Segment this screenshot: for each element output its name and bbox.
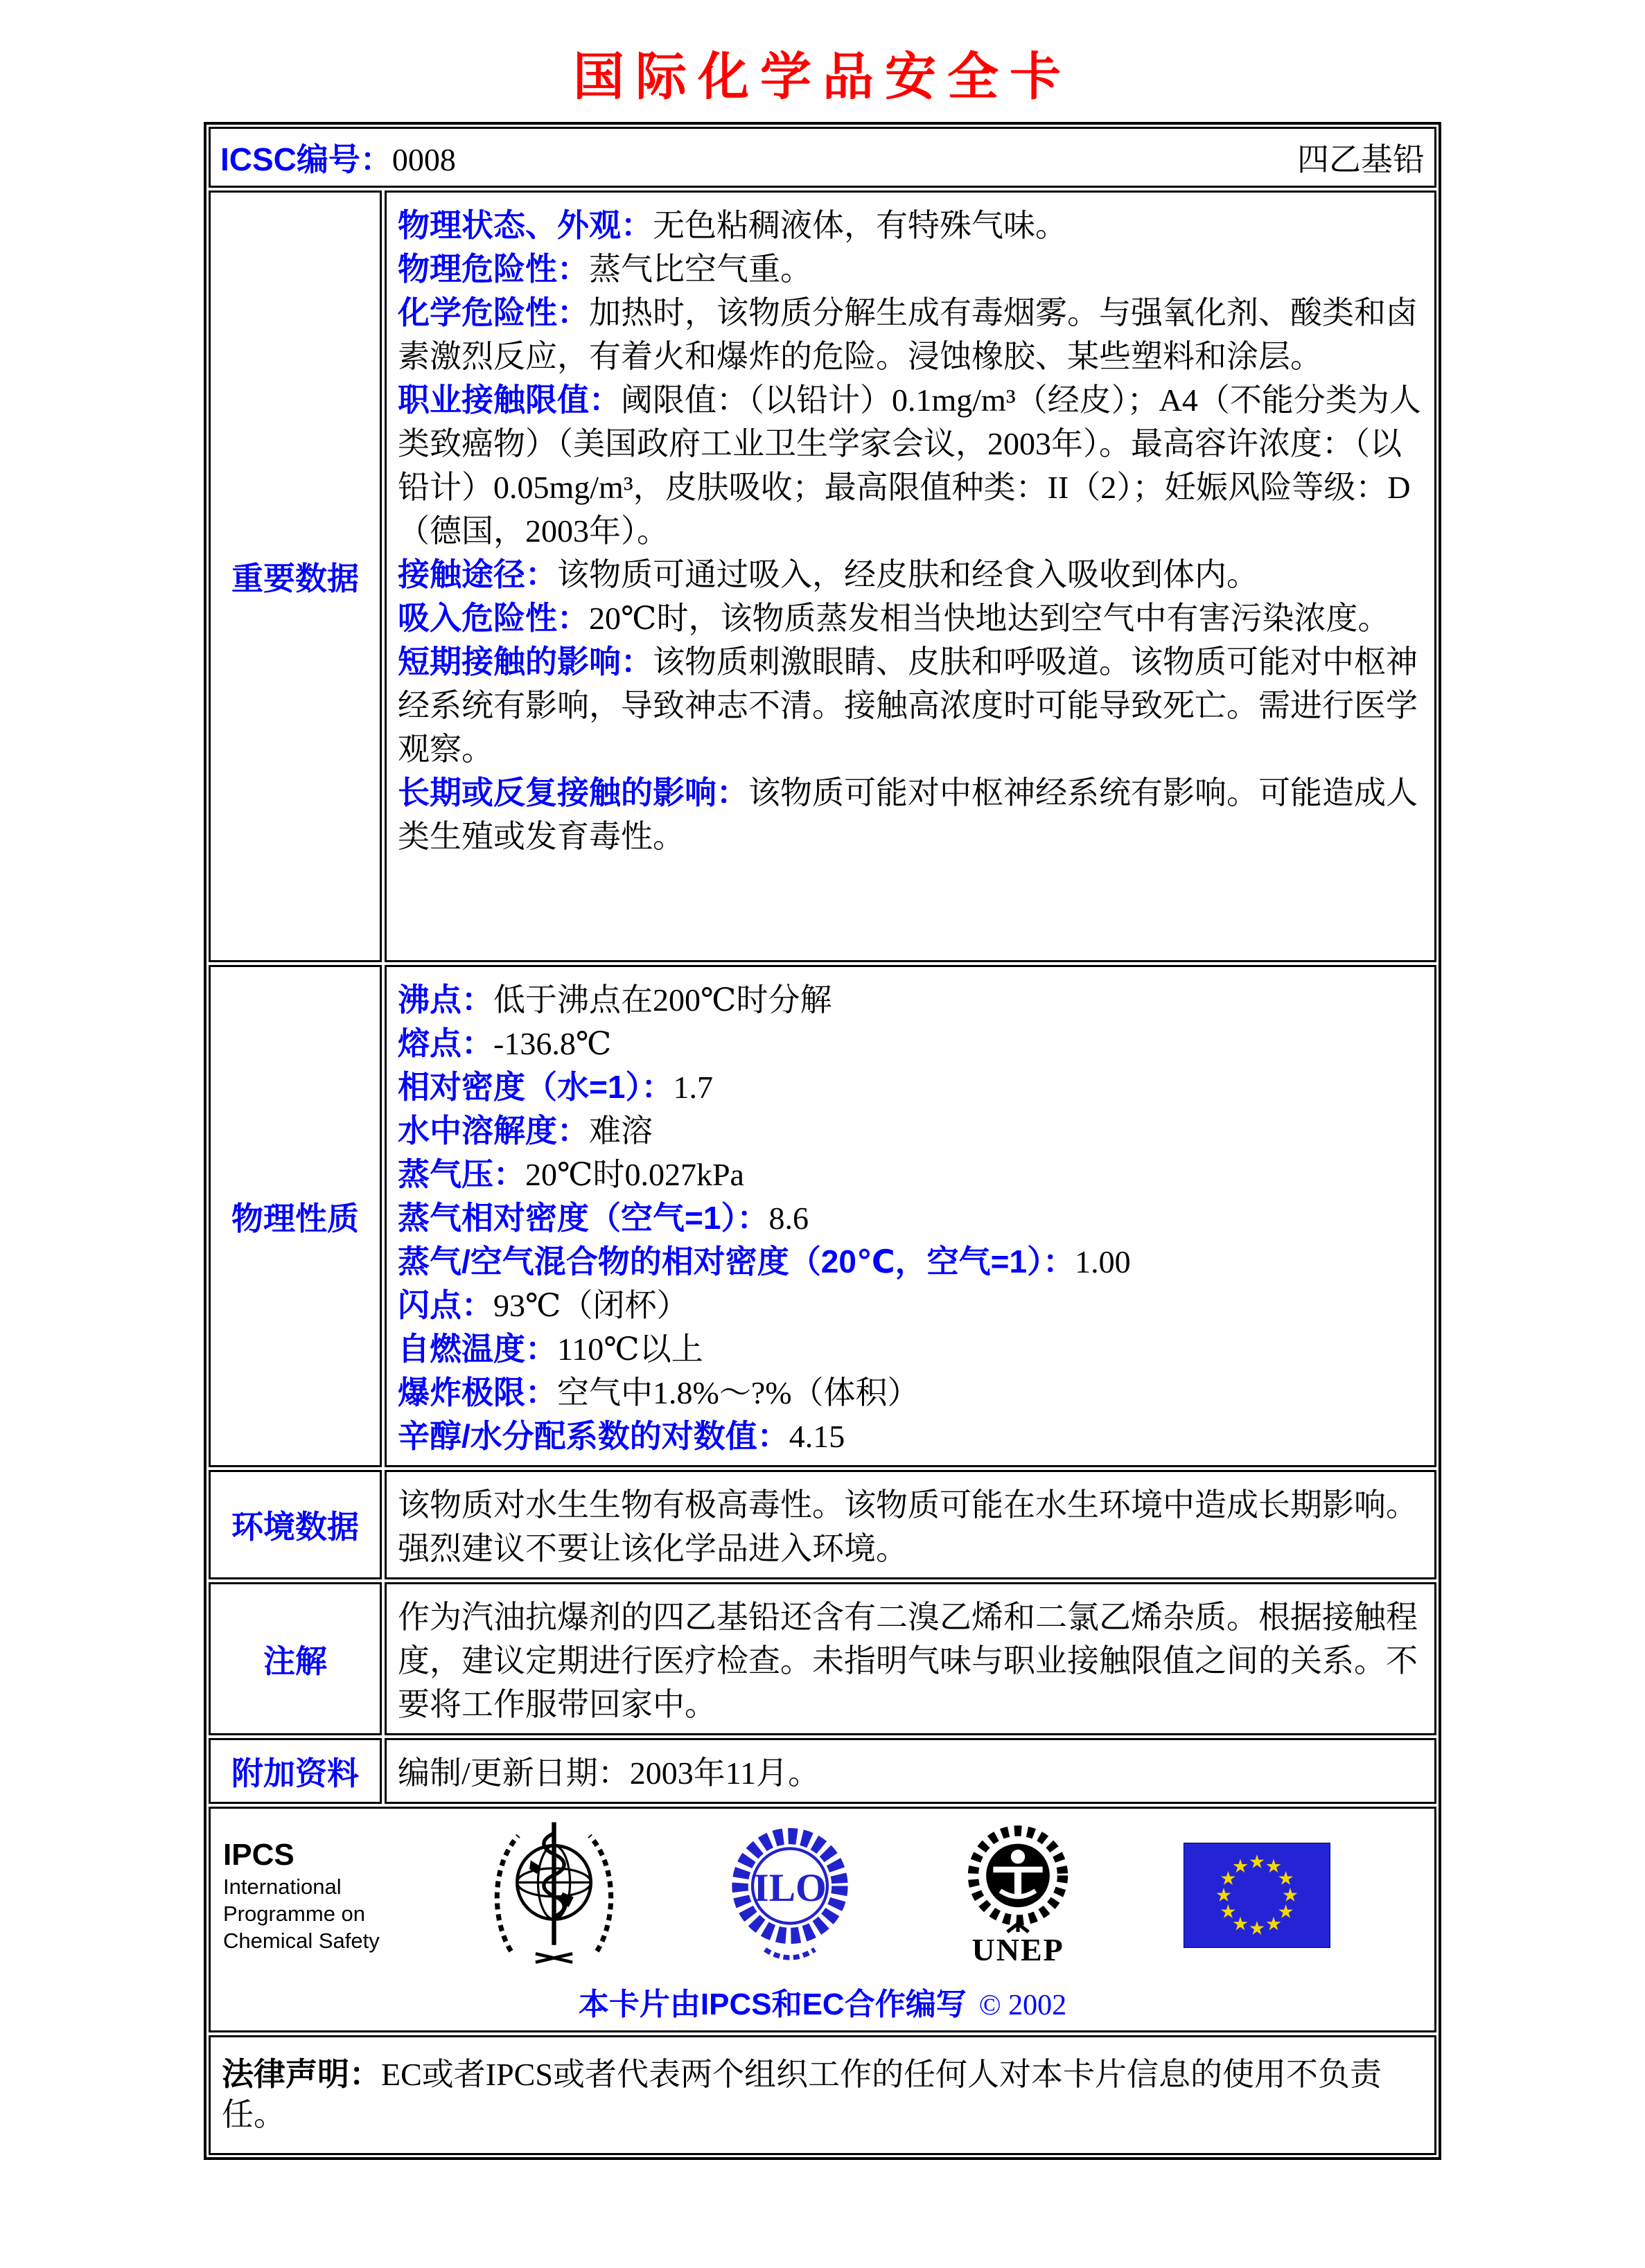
- footer-caption-text: 本卡片由IPCS和EC合作编写: [578, 1987, 967, 2021]
- header-row: [209, 127, 1436, 188]
- field-long-term-effects: [398, 771, 1425, 858]
- legal-cell: [209, 2035, 1436, 2155]
- field-value: 该物质可通过吸入，经皮肤和经食入吸收到体内。: [557, 557, 1258, 592]
- field-auto-ignition-temperature: [398, 1327, 1425, 1371]
- field-melting-point: [398, 1022, 1425, 1065]
- icsc-number-value: 0008: [392, 142, 456, 177]
- header-cell: [209, 127, 1436, 188]
- logos-row: [209, 1807, 1436, 2032]
- ipcs-text-block: [223, 1837, 380, 1954]
- field-value: -136.8℃: [493, 1026, 612, 1061]
- field-label: 蒸气压：: [398, 1156, 525, 1192]
- notes-row: [209, 1582, 1436, 1735]
- field-label: 自燃温度：: [398, 1331, 557, 1367]
- ipcs-title: IPCS: [223, 1837, 294, 1872]
- field-value: 无色粘稠液体，有特殊气味。: [653, 208, 1067, 243]
- physical-properties-row: [209, 965, 1436, 1467]
- field-label: 爆炸极限：: [398, 1374, 557, 1410]
- field-value: 20℃时0.027kPa: [525, 1157, 744, 1192]
- field-value: 难溶: [589, 1113, 653, 1149]
- field-physical-state: [398, 204, 1425, 247]
- field-value: 空气中1.8%～?%（体积）: [557, 1375, 920, 1410]
- environmental-data-text: 该物质对水生生物有极高毒性。该物质可能在水生环境中造成长期影响。强烈建议不要让该化学品进入环境。: [398, 1487, 1418, 1566]
- footer-copyright: © 2002: [978, 1990, 1067, 2021]
- field-value: 4.15: [789, 1419, 845, 1454]
- field-value: 阈限值：（以铅计）0.1mg/m³（经皮）；A4（不能分类为人类致癌物）（美国政府工业卫生学家会议，2003年）。最高容许浓度：（以铅计）0.05mg/m³，皮肤吸收；最高限值种类：II（2）；妊娠风险等级：D（德国，2003年）。: [398, 382, 1421, 549]
- field-octanol-water-partition: [398, 1415, 1425, 1458]
- logos-cell: [209, 1807, 1436, 2032]
- field-value: 该物质可能对中枢神经系统有影响。可能造成人类生殖或发育毒性。: [398, 775, 1418, 854]
- notes-content: [385, 1582, 1436, 1735]
- field-update-date: [398, 1751, 1425, 1795]
- notes-text: 作为汽油抗爆剂的四乙基铅还含有二溴乙烯和二氯乙烯杂质。根据接触程度，建议定期进行医疗检查。未指明气味与职业接触限值之间的关系。不要将工作服带回家中。: [398, 1600, 1418, 1722]
- field-value: 1.00: [1075, 1244, 1131, 1279]
- field-label: 蒸气相对密度（空气=1）：: [398, 1200, 769, 1236]
- page-title: 国际化学品安全卡: [573, 48, 1072, 105]
- who-logo-icon: [486, 1818, 622, 1972]
- field-label: 相对密度（水=1）：: [398, 1069, 674, 1105]
- ipcs-subtitle-line: International: [223, 1874, 342, 1899]
- field-short-term-effects: [398, 640, 1425, 771]
- field-value: 1.7: [673, 1070, 713, 1105]
- important-data-row: [209, 191, 1436, 962]
- field-value: 该物质刺激眼睛、皮肤和呼吸道。该物质可能对中枢神经系统有影响，导致神志不清。接触高浓度时可能导致死亡。需进行医学观察。: [398, 644, 1418, 767]
- field-routes-of-exposure: [398, 553, 1425, 596]
- ipcs-subtitle-line: Programme on: [223, 1901, 366, 1926]
- legal-row: [209, 2035, 1436, 2155]
- unep-logo-block: [959, 1823, 1077, 1968]
- field-value: 低于沸点在200℃时分解: [493, 982, 832, 1018]
- row-label-notes: 注解: [209, 1582, 382, 1735]
- field-label: 吸入危险性：: [398, 600, 589, 636]
- field-vapour-pressure: [398, 1153, 1425, 1196]
- row-label-additional-info: 附加资料: [209, 1738, 382, 1804]
- legal-text: EC或者IPCS或者代表两个组织工作的任何人对本卡片信息的使用不负责任。: [222, 2057, 1382, 2132]
- additional-info-row: [209, 1738, 1436, 1804]
- ipcs-subtitle-line: Chemical Safety: [223, 1928, 380, 1953]
- field-label: 物理危险性：: [398, 251, 589, 287]
- icsc-number-group: [220, 134, 456, 180]
- logos-band: [211, 1818, 1434, 1972]
- field-value: 蒸气比空气重。: [589, 251, 812, 287]
- eu-flag-icon: [1184, 1843, 1330, 1948]
- field-value: 93℃（闭杯）: [493, 1288, 689, 1323]
- field-value: 2003年11月。: [629, 1755, 820, 1791]
- field-physical-dangers: [398, 247, 1425, 291]
- additional-info-content: [385, 1738, 1436, 1804]
- field-label: 短期接触的影响：: [398, 644, 653, 680]
- icsc-number-label: ICSC编号：: [220, 141, 392, 177]
- field-label: 蒸气/空气混合物的相对密度（20℃，空气=1）：: [398, 1243, 1075, 1279]
- field-label: 长期或反复接触的影响：: [398, 774, 748, 810]
- field-relative-density: [398, 1065, 1425, 1109]
- field-inhalation-risk: [398, 596, 1425, 640]
- field-label: 沸点：: [398, 982, 493, 1018]
- field-label: 编制/更新日期：: [398, 1755, 630, 1791]
- field-value: 20℃时，该物质蒸发相当快地达到空气中有害污染浓度。: [589, 601, 1390, 636]
- field-flash-point: [398, 1284, 1425, 1327]
- field-value: 8.6: [768, 1201, 809, 1236]
- physical-properties-content: [385, 965, 1436, 1467]
- footer-caption: [211, 1979, 1434, 2023]
- field-label: 熔点：: [398, 1025, 493, 1061]
- safety-card-table: [204, 122, 1441, 2160]
- field-label: 水中溶解度：: [398, 1113, 589, 1149]
- field-label: 辛醇/水分配系数的对数值：: [398, 1418, 789, 1454]
- row-label-environmental-data: 环境数据: [209, 1470, 382, 1579]
- field-water-solubility: [398, 1109, 1425, 1153]
- field-chemical-dangers: [398, 291, 1425, 378]
- field-label: 职业接触限值：: [398, 382, 621, 418]
- field-boiling-point: [398, 978, 1425, 1022]
- field-value: 110℃以上: [557, 1331, 703, 1367]
- unep-logo-icon: [959, 1823, 1077, 1935]
- field-occupational-exposure-limits: [398, 378, 1425, 553]
- environmental-data-content: [385, 1470, 1436, 1579]
- row-label-important-data: 重要数据: [209, 191, 382, 962]
- legal-label: 法律声明：: [222, 2056, 381, 2092]
- field-label: 接触途径：: [398, 556, 557, 592]
- field-label: 物理状态、外观：: [398, 207, 653, 243]
- important-data-content: [385, 191, 1436, 962]
- ilo-wordmark: ILO: [753, 1866, 827, 1911]
- field-vapour-air-mixture-density: [398, 1240, 1425, 1284]
- row-label-physical-properties: 物理性质: [209, 965, 382, 1467]
- field-vapour-density: [398, 1196, 1425, 1240]
- field-label: 闪点：: [398, 1287, 493, 1323]
- field-label: 化学危险性：: [398, 294, 589, 330]
- ilo-logo-icon: [728, 1821, 852, 1969]
- chemical-name: 四乙基铅: [1297, 142, 1425, 177]
- unep-wordmark: UNEP: [971, 1932, 1064, 1967]
- field-explosive-limits: [398, 1371, 1425, 1415]
- environmental-data-row: [209, 1470, 1436, 1579]
- field-value: 加热时，该物质分解生成有毒烟雾。与强氧化剂、酸类和卤素激烈反应，有着火和爆炸的危险。浸蚀橡胶、某些塑料和涂层。: [398, 295, 1418, 374]
